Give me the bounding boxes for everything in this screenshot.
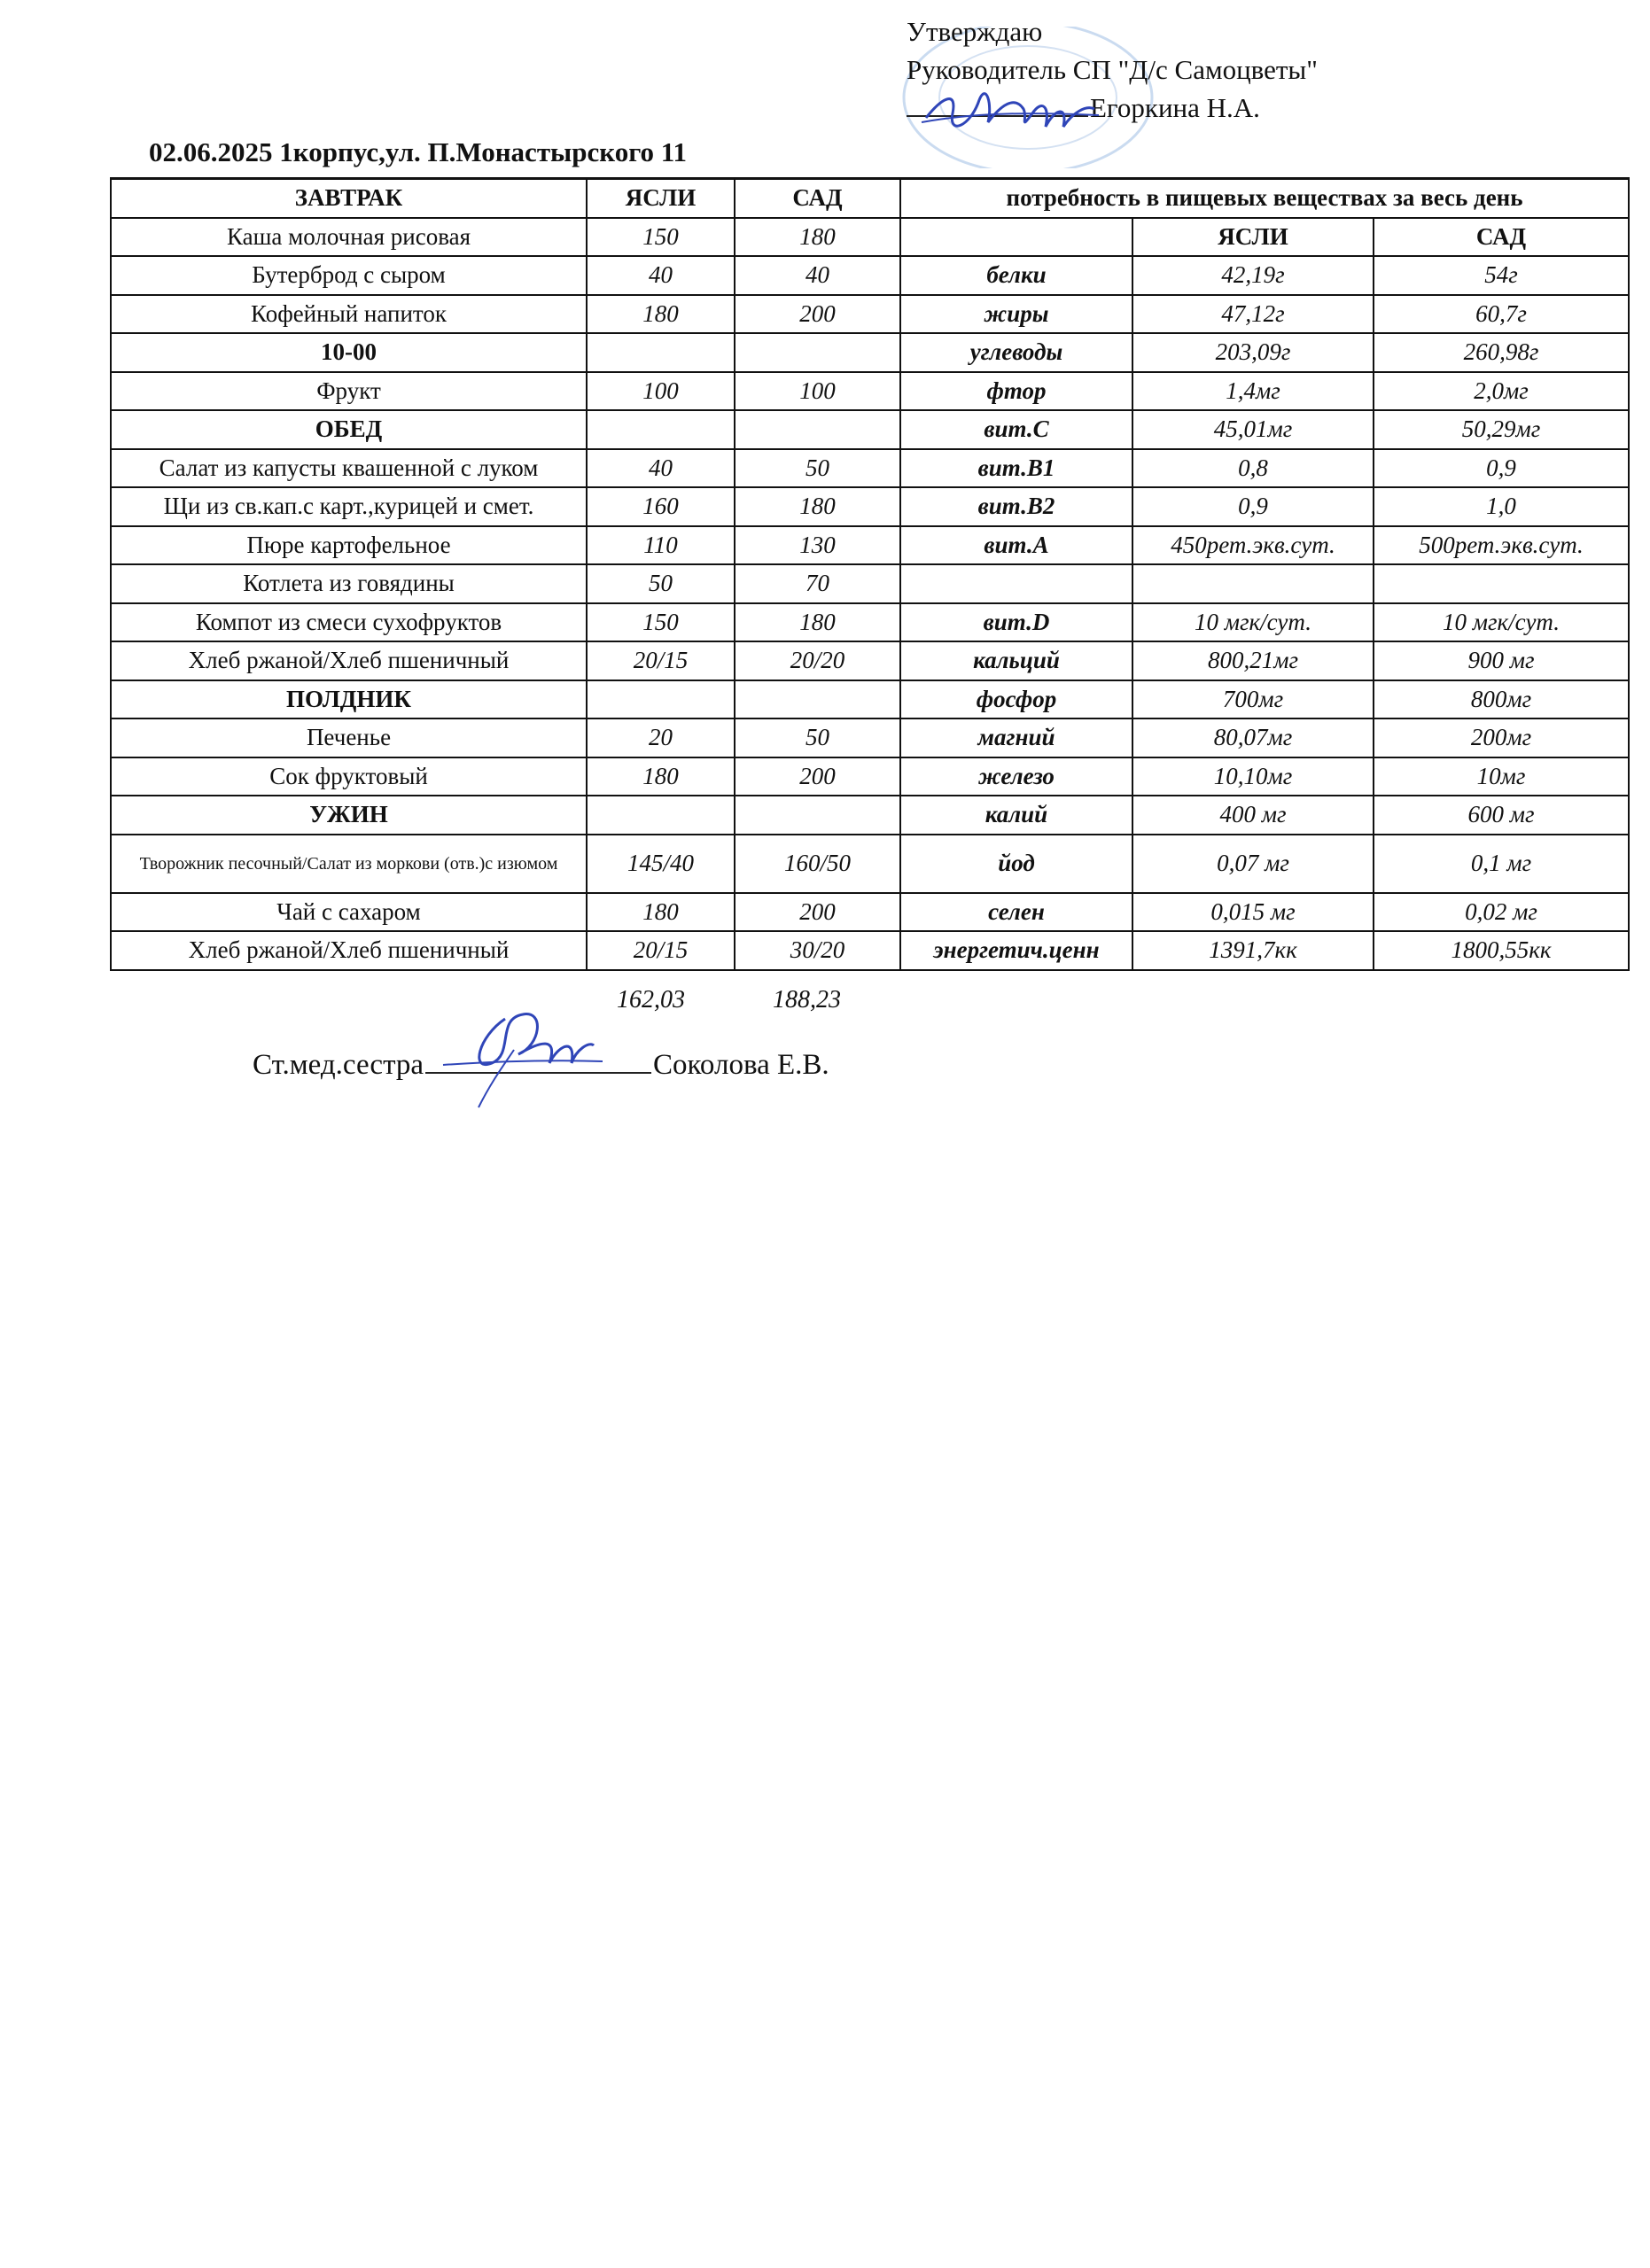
nursery-portion-cell: 20/15 [587, 931, 735, 970]
nursery-portion-cell: 40 [587, 449, 735, 488]
nursery-portion-cell: 20/15 [587, 641, 735, 680]
nutrient-kindergarten-cell: 1800,55кк [1374, 931, 1629, 970]
table-row [111, 333, 1629, 372]
table-row [111, 718, 1629, 757]
nursery-portion-cell [587, 796, 735, 835]
dish-cell: Хлеб ржаной/Хлеб пшеничный [111, 931, 587, 970]
nurse-name: Соколова Е.В. [653, 1049, 829, 1081]
nutrient-nursery-cell: 0,8 [1132, 449, 1374, 488]
nutrient-nursery-cell: 0,07 мг [1132, 835, 1374, 893]
dish-cell: Хлеб ржаной/Хлеб пшеничный [111, 641, 587, 680]
kindergarten-portion-cell [735, 796, 900, 835]
dish-cell: Сок фруктовый [111, 757, 587, 796]
nutrient-name-cell: калий [900, 796, 1132, 835]
dish-cell: Фрукт [111, 372, 587, 411]
dish-cell: Салат из капусты квашенной с луком [111, 449, 587, 488]
nutrient-name-cell: вит.В2 [900, 487, 1132, 526]
director-signature [917, 78, 1103, 149]
nursery-portion-cell: 160 [587, 487, 735, 526]
kindergarten-portion-cell [735, 333, 900, 372]
nutrient-nursery-cell: 80,07мг [1132, 718, 1374, 757]
header-nursery: ЯСЛИ [587, 179, 735, 218]
dish-cell: Пюре картофельное [111, 526, 587, 565]
nutrient-name-cell: магний [900, 718, 1132, 757]
nurse-role: Ст.мед.сестра [253, 1049, 424, 1081]
nutrient-name-cell: углеводы [900, 333, 1132, 372]
table-row [111, 564, 1629, 603]
nutrient-name-cell: вит.В1 [900, 449, 1132, 488]
nutrient-kindergarten-cell: 10 мгк/сут. [1374, 603, 1629, 642]
table-row [111, 931, 1629, 970]
nurse-signature [443, 1001, 603, 1116]
table-row [111, 526, 1629, 565]
table-row [111, 757, 1629, 796]
nutrient-nursery-cell: 10,10мг [1132, 757, 1374, 796]
nursery-portion-cell: 145/40 [587, 835, 735, 893]
nutrient-name-cell: йод [900, 835, 1132, 893]
nutrient-nursery-cell: 1391,7кк [1132, 931, 1374, 970]
nutrient-kindergarten-cell: 0,02 мг [1374, 893, 1629, 932]
table-row [111, 603, 1629, 642]
nursery-portion-cell: 180 [587, 893, 735, 932]
dish-cell: Каша молочная рисовая [111, 218, 587, 257]
table-row [111, 449, 1629, 488]
nutrient-nursery-cell: 203,09г [1132, 333, 1374, 372]
nutrient-kindergarten-cell: 0,1 мг [1374, 835, 1629, 893]
nutrient-kindergarten-cell: 200мг [1374, 718, 1629, 757]
nursery-portion-cell [587, 410, 735, 449]
nutrient-nursery-cell: 800,21мг [1132, 641, 1374, 680]
nutrient-nursery-cell: 45,01мг [1132, 410, 1374, 449]
table-row [111, 835, 1629, 893]
dish-cell: Печенье [111, 718, 587, 757]
table-header-row [111, 179, 1629, 218]
kindergarten-portion-cell: 70 [735, 564, 900, 603]
table-row [111, 410, 1629, 449]
nutrient-name-cell: жиры [900, 295, 1132, 334]
document-title: 02.06.2025 1корпус,ул. П.Монастырского 11 [149, 136, 688, 167]
kindergarten-portion-cell: 200 [735, 295, 900, 334]
dish-cell: УЖИН [111, 796, 587, 835]
nutrient-kindergarten-cell [1374, 564, 1629, 603]
approval-name: Егоркина Н.А. [1090, 92, 1260, 123]
total-kindergarten: 188,23 [773, 986, 841, 1014]
kindergarten-portion-cell: 180 [735, 218, 900, 257]
table-row [111, 218, 1629, 257]
nutrient-kindergarten-cell: 50,29мг [1374, 410, 1629, 449]
nutrient-kindergarten-cell: 500рет.экв.сут. [1374, 526, 1629, 565]
nutrient-name-cell: белки [900, 256, 1132, 295]
table-row [111, 680, 1629, 719]
header-meal: ЗАВТРАК [111, 179, 587, 218]
kindergarten-portion-cell: 30/20 [735, 931, 900, 970]
header-kindergarten: САД [735, 179, 900, 218]
kindergarten-portion-cell: 100 [735, 372, 900, 411]
nutrient-name-cell: фосфор [900, 680, 1132, 719]
dish-cell: Компот из смеси сухофруктов [111, 603, 587, 642]
nutrient-kindergarten-cell: 600 мг [1374, 796, 1629, 835]
kindergarten-portion-cell [735, 680, 900, 719]
nutrient-nursery-cell: 0,9 [1132, 487, 1374, 526]
nutrient-nursery-cell: 400 мг [1132, 796, 1374, 835]
nutrient-nursery-cell: 1,4мг [1132, 372, 1374, 411]
kindergarten-portion-cell: 200 [735, 757, 900, 796]
nutrient-nursery-cell: 450рет.экв.сут. [1132, 526, 1374, 565]
nutrient-kindergarten-cell: 800мг [1374, 680, 1629, 719]
nursery-portion-cell: 40 [587, 256, 735, 295]
table-row [111, 256, 1629, 295]
dish-cell: Кофейный напиток [111, 295, 587, 334]
nursery-portion-cell: 110 [587, 526, 735, 565]
dish-cell: ОБЕД [111, 410, 587, 449]
dish-cell: Бутерброд с сыром [111, 256, 587, 295]
needs-header-nursery: ЯСЛИ [1132, 218, 1374, 257]
kindergarten-portion-cell: 40 [735, 256, 900, 295]
nursery-portion-cell: 180 [587, 757, 735, 796]
dish-cell: Котлета из говядины [111, 564, 587, 603]
table-row [111, 893, 1629, 932]
dish-cell: 10-00 [111, 333, 587, 372]
nutrient-nursery-cell: 0,015 мг [1132, 893, 1374, 932]
kindergarten-portion-cell: 180 [735, 487, 900, 526]
table-row [111, 641, 1629, 680]
nutrient-nursery-cell: 47,12г [1132, 295, 1374, 334]
nutrient-kindergarten-cell: 54г [1374, 256, 1629, 295]
nutrient-name-cell [900, 218, 1132, 257]
total-nursery: 162,03 [617, 986, 685, 1014]
nutrient-nursery-cell [1132, 564, 1374, 603]
nutrient-name-cell: вит.С [900, 410, 1132, 449]
nutrient-name-cell: железо [900, 757, 1132, 796]
header-needs: потребность в пищевых веществах за весь день [900, 179, 1629, 218]
table-row [111, 487, 1629, 526]
nutrient-kindergarten-cell: 10мг [1374, 757, 1629, 796]
nursery-portion-cell: 180 [587, 295, 735, 334]
nutrient-kindergarten-cell: 900 мг [1374, 641, 1629, 680]
nursery-portion-cell: 100 [587, 372, 735, 411]
nutrient-name-cell [900, 564, 1132, 603]
nutrient-name-cell: вит.А [900, 526, 1132, 565]
nutrient-name-cell: селен [900, 893, 1132, 932]
kindergarten-portion-cell: 50 [735, 718, 900, 757]
dish-cell: Творожник песочный/Салат из моркови (отв.)с изюмом [111, 835, 587, 893]
nursery-portion-cell [587, 680, 735, 719]
dish-cell: Чай с сахаром [111, 893, 587, 932]
nutrient-nursery-cell: 10 мгк/сут. [1132, 603, 1374, 642]
nutrient-name-cell: фтор [900, 372, 1132, 411]
kindergarten-portion-cell: 130 [735, 526, 900, 565]
table-row [111, 796, 1629, 835]
kindergarten-portion-cell: 50 [735, 449, 900, 488]
kindergarten-portion-cell [735, 410, 900, 449]
nursery-portion-cell: 150 [587, 603, 735, 642]
needs-header-kindergarten: САД [1374, 218, 1629, 257]
dish-cell: ПОЛДНИК [111, 680, 587, 719]
nutrient-name-cell: вит.D [900, 603, 1132, 642]
kindergarten-portion-cell: 200 [735, 893, 900, 932]
nutrient-kindergarten-cell: 0,9 [1374, 449, 1629, 488]
nutrient-nursery-cell: 700мг [1132, 680, 1374, 719]
kindergarten-portion-cell: 180 [735, 603, 900, 642]
kindergarten-portion-cell: 160/50 [735, 835, 900, 893]
approval-heading: Утверждаю [907, 16, 1043, 47]
nutrient-name-cell: энергетич.ценн [900, 931, 1132, 970]
nursery-portion-cell: 50 [587, 564, 735, 603]
nursery-portion-cell [587, 333, 735, 372]
nutrient-kindergarten-cell: 60,7г [1374, 295, 1629, 334]
table-row [111, 372, 1629, 411]
menu-table [110, 177, 1630, 971]
table-row [111, 295, 1629, 334]
nutrient-name-cell: кальций [900, 641, 1132, 680]
nursery-portion-cell: 20 [587, 718, 735, 757]
nutrient-nursery-cell: 42,19г [1132, 256, 1374, 295]
dish-cell: Щи из св.кап.с карт.,курицей и смет. [111, 487, 587, 526]
nutrient-kindergarten-cell: 260,98г [1374, 333, 1629, 372]
nutrient-kindergarten-cell: 1,0 [1374, 487, 1629, 526]
nursery-portion-cell: 150 [587, 218, 735, 257]
approval-position: Руководитель СП "Д/с Самоцветы" [907, 54, 1318, 85]
nutrient-kindergarten-cell: 2,0мг [1374, 372, 1629, 411]
kindergarten-portion-cell: 20/20 [735, 641, 900, 680]
